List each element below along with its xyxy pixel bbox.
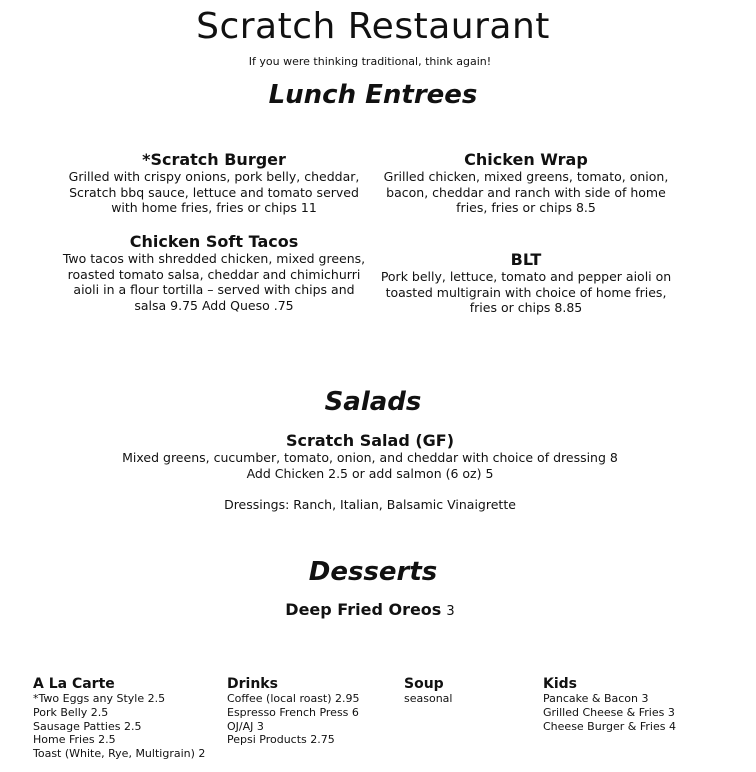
list-item: Sausage Patties 2.5: [33, 719, 142, 733]
list-item: Home Fries 2.5: [33, 733, 116, 747]
menu-item-blt: [378, 250, 674, 316]
menu-item-description: Grilled with crispy onions, pork belly, cheddar, Scratch bbq sauce, lettuce and tomato served with home fries, fries or chips 11: [68, 169, 360, 215]
list-item: Grilled Cheese & Fries 3: [543, 705, 675, 719]
list-item: Espresso French Press 6: [227, 705, 359, 719]
menu-item-deep-fried-oreos: [40, 600, 700, 619]
menu-item-description-line: Mixed greens, cucumber, tomato, onion, and cheddar with choice of dressing 8: [122, 450, 618, 465]
column-heading: A La Carte: [33, 676, 115, 692]
menu-item-description: Grilled chicken, mixed greens, tomato, onion, bacon, cheddar and ranch with side of home fries, fries or chips 8.5: [383, 169, 669, 215]
column-heading: Kids: [543, 676, 578, 692]
salads-section-title: Salads: [324, 387, 422, 417]
menu-item-name: Chicken Wrap: [464, 150, 588, 169]
soup-column: [404, 676, 524, 706]
kids-column: [543, 676, 743, 733]
list-item: OJ/AJ 3: [227, 719, 264, 733]
menu-item-description: Pork belly, lettuce, tomato and pepper aioli on toasted multigrain with choice of home fries, fries or chips 8.85: [380, 269, 672, 315]
menu-item-description-line: Add Chicken 2.5 or add salmon (6 oz) 5: [246, 465, 494, 481]
lunch-section-title: Lunch Entrees: [268, 80, 478, 110]
desserts-section-title: Desserts: [308, 557, 438, 587]
menu-item-chicken-soft-tacos: [60, 232, 368, 313]
list-item: Cheese Burger & Fries 4: [543, 719, 676, 733]
column-heading: Drinks: [227, 676, 278, 692]
menu-item-name: Deep Fried Oreos: [285, 600, 442, 619]
list-item: Coffee (local roast) 2.95: [227, 692, 360, 705]
menu-item-description: Two tacos with shredded chicken, mixed greens, roasted tomato salsa, cheddar and chimichurri aioli in a flour tortilla – served with chips and salsa 9.75 Add Queso .75: [62, 251, 366, 313]
menu-item-name: BLT: [510, 250, 542, 269]
restaurant-tagline: If you were thinking traditional, think again!: [248, 55, 492, 68]
list-item: Pepsi Products 2.75: [227, 733, 335, 747]
list-item: Pancake & Bacon 3: [543, 692, 649, 705]
list-item: Toast (White, Rye, Multigrain) 2: [33, 747, 206, 761]
menu-item-chicken-wrap: [378, 150, 674, 216]
salad-dressings: Dressings: Ranch, Italian, Balsamic Vinaigrette: [224, 497, 516, 512]
list-item: Pork Belly 2.5: [33, 705, 109, 719]
menu-item-scratch-salad: [40, 431, 700, 481]
menu-item-price: 3: [446, 604, 455, 619]
menu-item-name: *Scratch Burger: [142, 150, 286, 169]
a-la-carte-column: [33, 676, 223, 761]
list-item: seasonal: [404, 692, 453, 705]
column-heading: Soup: [404, 676, 444, 692]
drinks-column: [227, 676, 397, 747]
menu-item-name: Scratch Salad (GF): [285, 431, 455, 450]
menu-item-scratch-burger: [60, 150, 368, 216]
menu-item-name: Chicken Soft Tacos: [129, 232, 299, 251]
restaurant-title: Scratch Restaurant: [196, 6, 550, 47]
list-item: *Two Eggs any Style 2.5: [33, 692, 166, 705]
